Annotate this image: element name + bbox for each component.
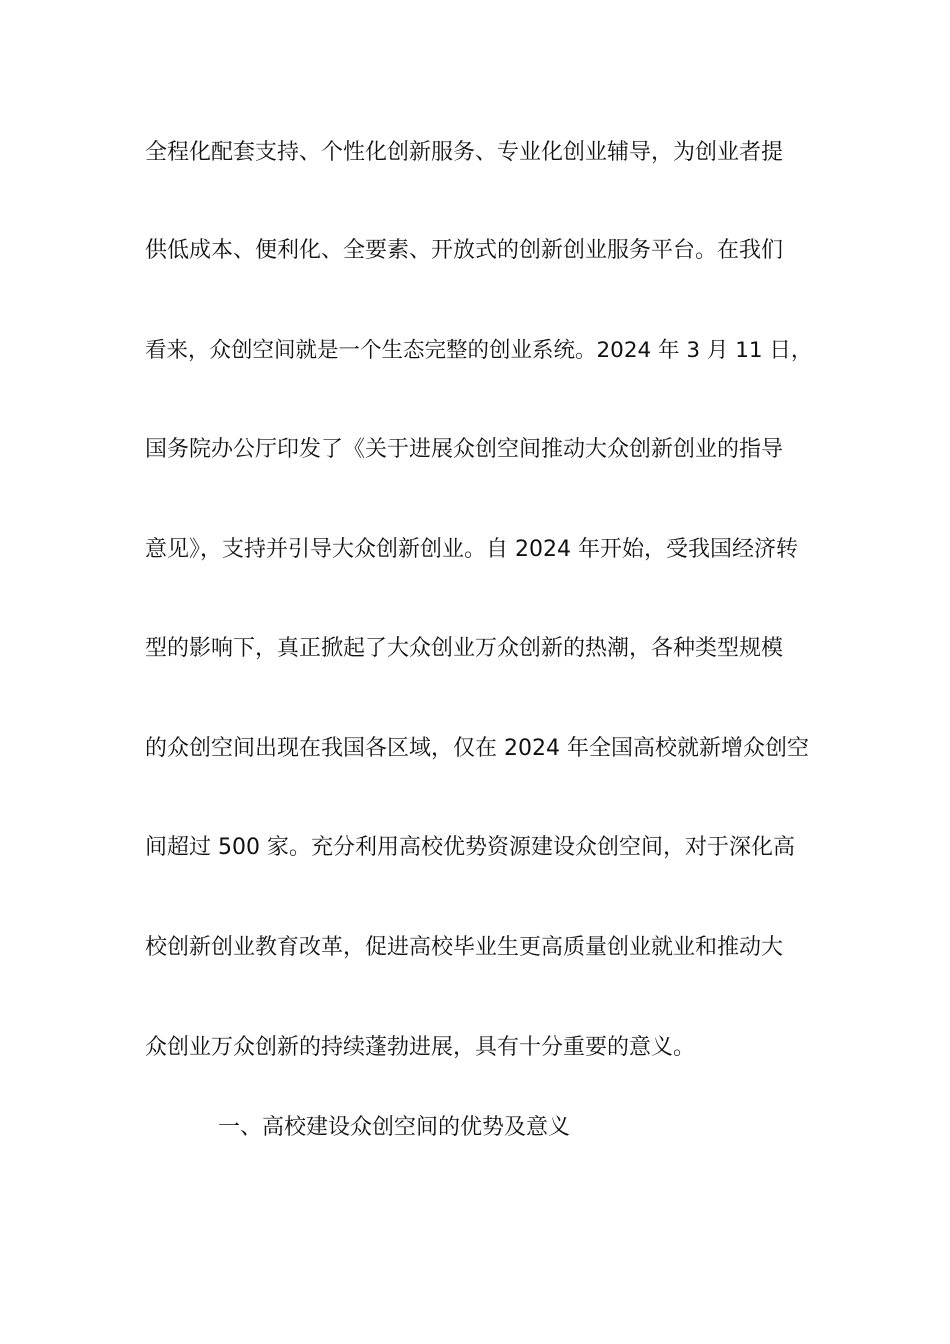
section-heading: 一、高校建设众创空间的优势及意义 (218, 1115, 571, 1140)
paragraph-line-5: 意见》，支持并引导大众创新创业。自 2024 年开始，受我国经济转 (145, 537, 798, 562)
paragraph-line-2: 供低成本、便利化、全要素、开放式的创新创业服务平台。在我们 (145, 238, 784, 263)
paragraph-line-6: 型的影响下，真正掀起了大众创业万众创新的热潮，各种类型规模 (145, 636, 784, 661)
paragraph-line-7: 的众创空间出现在我国各区域，仅在 2024 年全国高校就新增众创空 (145, 736, 809, 761)
paragraph-line-3: 看来，众创空间就是一个生态完整的创业系统。2024 年 3 月 11 日， (145, 338, 813, 363)
paragraph-line-4: 国务院办公厅印发了《关于进展众创空间推动大众创新创业的指导 (145, 437, 784, 462)
paragraph-line-1: 全程化配套支持、个性化创新服务、专业化创业辅导，为创业者提 (145, 140, 784, 165)
paragraph-line-10: 众创业万众创新的持续蓬勃进展，具有十分重要的意义。 (145, 1035, 696, 1060)
paragraph-line-9: 校创新创业教育改革，促进高校毕业生更高质量创业就业和推动大 (145, 935, 784, 960)
paragraph-line-8: 间超过 500 家。充分利用高校优势资源建设众创空间，对于深化高 (145, 835, 795, 860)
